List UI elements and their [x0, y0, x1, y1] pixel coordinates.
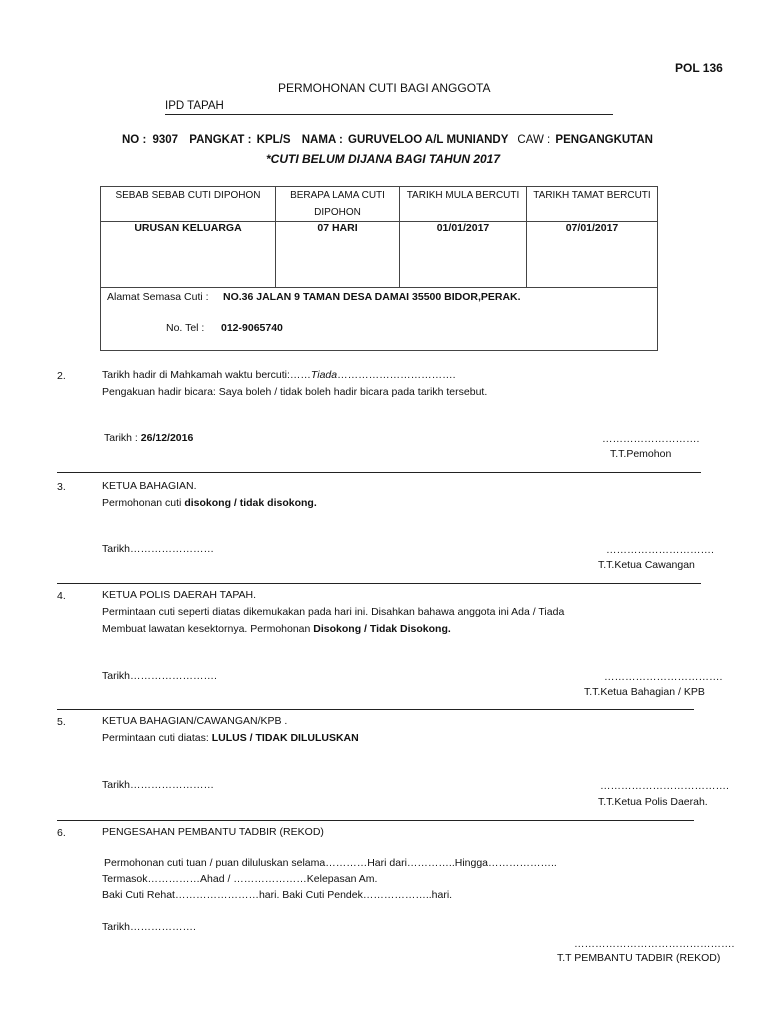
- divider-4: [57, 709, 694, 710]
- header-start-date: TARIKH MULA BERCUTI: [400, 187, 527, 222]
- applicant-line: [122, 134, 653, 146]
- section3-date: Tarikh……………………: [102, 543, 215, 555]
- section4-line2: Membuat lawatan kesektornya. Permohonan Disokong / Tidak Disokong.: [102, 623, 451, 635]
- section4-sign-label: T.T.Ketua Bahagian / KPB: [584, 686, 705, 698]
- leave-end-date: 07/01/2017: [527, 222, 658, 288]
- header-reason: SEBAB SEBAB CUTI DIPOHON: [101, 187, 276, 222]
- section2-number: 2.: [57, 370, 66, 382]
- no-label: NO :: [122, 134, 147, 146]
- applicant-name: GURUVELOO A/L MUNIANDY: [348, 134, 509, 146]
- address-cell: [101, 288, 658, 351]
- leave-table: [100, 186, 658, 351]
- section4-date: Tarikh…………………….: [102, 670, 217, 682]
- section3-sign-label: T.T.Ketua Cawangan: [598, 559, 695, 571]
- section5-line: Permintaan cuti diatas: LULUS / TIDAK DILULUSKAN: [102, 732, 359, 744]
- section5-heading: KETUA BAHAGIAN/CAWANGAN/KPB .: [102, 715, 288, 727]
- leave-start-date: 01/01/2017: [400, 222, 527, 288]
- header-end-date: TARIKH TAMAT BERCUTI: [527, 187, 658, 222]
- section6-line1: Permohonan cuti tuan / puan diluluskan selama…………Hari dari…………..Hingga………………..: [104, 857, 557, 869]
- address-label: Alamat Semasa Cuti :: [107, 291, 209, 303]
- section4-heading: KETUA POLIS DAERAH TAPAH.: [102, 589, 257, 601]
- section3-sign-dots: ………………………….: [606, 544, 714, 556]
- form-title: PERMOHONAN CUTI BAGI ANGGOTA: [278, 81, 491, 95]
- section4-sign-dots: …………………………….: [604, 671, 723, 683]
- name-label: NAMA :: [301, 134, 343, 146]
- leave-note: *CUTI BELUM DIJANA BAGI TAHUN 2017: [266, 152, 501, 166]
- section4-number: 4.: [57, 590, 66, 602]
- section2-sign-label: T.T.Pemohon: [610, 448, 672, 460]
- divider-5: [57, 820, 694, 821]
- section6-line2: Termasok……………Ahad / …………………Kelepasan Am.: [102, 873, 378, 885]
- tel-value: 012-9065740: [221, 322, 283, 334]
- section3-heading: KETUA BAHAGIAN.: [102, 480, 197, 492]
- section5-sign-label: T.T.Ketua Polis Daerah.: [598, 796, 708, 808]
- divider-3: [57, 583, 701, 584]
- section6-line3: Baki Cuti Rehat……………………hari. Baki Cuti Pendek………………..hari.: [102, 889, 453, 901]
- court-value: Tiada: [310, 369, 338, 381]
- tel-label: No. Tel :: [166, 322, 205, 334]
- applicant-rank: KPL/S: [256, 134, 291, 146]
- section2-declaration: Pengakuan hadir bicara: Saya boleh / tidak boleh hadir bicara pada tarikh tersebut.: [102, 386, 488, 398]
- section6-date: Tarikh……………….: [102, 921, 196, 933]
- applicant-no: 9307: [152, 134, 179, 146]
- section6-heading: PENGESAHAN PEMBANTU TADBIR (REKOD): [102, 826, 324, 838]
- section2-date: Tarikh : 26/12/2016: [104, 432, 194, 444]
- divider-2: [57, 472, 701, 473]
- branch-label: CAW :: [517, 134, 551, 146]
- application-date: 26/12/2016: [140, 432, 194, 444]
- section5-number: 5.: [57, 716, 66, 728]
- ipd-label: IPD TAPAH: [165, 100, 224, 112]
- section6-sign-label: T.T PEMBANTU TADBIR (REKOD): [557, 952, 721, 964]
- address-value: NO.36 JALAN 9 TAMAN DESA DAMAI 35500 BIDOR,PERAK.: [223, 291, 521, 303]
- ipd-underline: [165, 114, 613, 115]
- rank-label: PANGKAT :: [189, 134, 252, 146]
- leave-duration: 07 HARI: [276, 222, 400, 288]
- section2-sign-dots: ……………………….: [602, 433, 700, 445]
- leave-reason: URUSAN KELUARGA: [101, 222, 276, 288]
- section6-sign-dots: ……………………………………….: [574, 938, 735, 950]
- header-duration: BERAPA LAMA CUTI DIPOHON: [276, 187, 400, 222]
- section2-court-line: Tarikh hadir di Mahkamah waktu bercuti:……Tiada…………………………….: [102, 369, 456, 381]
- section3-number: 3.: [57, 481, 66, 493]
- form-code: POL 136: [675, 61, 723, 75]
- section5-date: Tarikh……………………: [102, 779, 215, 791]
- section3-line: Permohonan cuti disokong / tidak disokong.: [102, 497, 317, 509]
- applicant-branch: PENGANGKUTAN: [555, 134, 653, 146]
- section6-number: 6.: [57, 827, 66, 839]
- section5-sign-dots: ……………………………….: [600, 780, 729, 792]
- section4-line1: Permintaan cuti seperti diatas dikemukakan pada hari ini. Disahkan bahawa anggota ini Ada / Tiada: [102, 606, 565, 618]
